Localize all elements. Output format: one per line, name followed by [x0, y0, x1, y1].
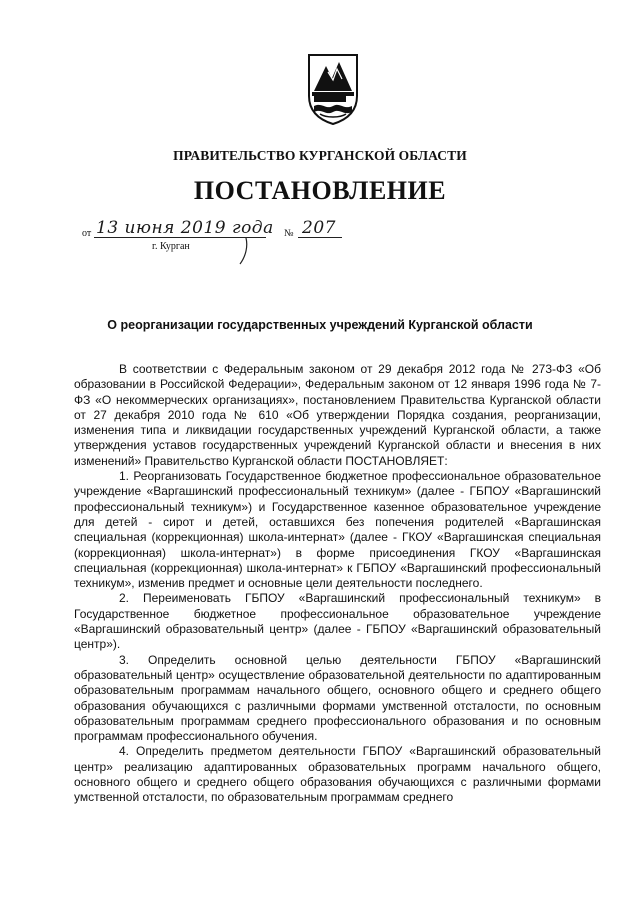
document-type-title: ПОСТАНОВЛЕНИЕ: [193, 176, 447, 205]
document-subject: О реорганизации государственных учреждений Курганской области: [107, 318, 533, 332]
paragraph-3: 3. Определить основной целью деятельности ГБПОУ «Варгашинский образовательный центр» осуществление образовательной деятельности по адаптированным образовательным программам начального общего, основного общего и среднего общего образования обучающихся с различными формами умственной отсталости, по основным образовательным программам среднего профессионального образования и по основным программам профессионального обучения.: [74, 652, 601, 744]
date-prefix: [82, 228, 91, 239]
paragraph-1: 1. Реорганизовать Государственное бюджетное профессиональное образовательное учреждение «Варгашинский профессиональный техникум» (далее - ГБПОУ «Варгашинский профессиональный техникум») и Государственное казенное образовательное учреждение для детей - сирот и детей, оставшихся без попечения родителей «Варгашинская специальная (коррекционная) школа-интернат» (далее - ГКОУ «Варгашинская специальная (коррекционная) школа-интернат») в форме присоединения ГКОУ «Варгашинская специальная (коррекционная) школа-интернат» к ГБПОУ «Варгашинский профессиональный техникум», изменив предмет и основные цели деятельности последнего.: [74, 469, 601, 591]
number-underline: [298, 237, 342, 238]
handwritten-number: 207: [302, 218, 336, 238]
date-prefix-text: от: [82, 228, 92, 239]
document-body: [74, 362, 601, 806]
paragraph-2: 2. Переименовать ГБПОУ «Варгашинский профессиональный техникум» в Государственное бюджетное профессиональное образовательное учреждение «Варгашинский образовательный центр» (далее - ГБПОУ «Варгашинский образовательный центр»).: [74, 591, 601, 652]
government-name: ПРАВИТЕЛЬСТВО КУРГАНСКОЙ ОБЛАСТИ: [173, 148, 467, 163]
handwritten-date: 13 июня 2019 года: [96, 218, 274, 238]
number-sign: [284, 228, 294, 239]
paragraph-4: 4. Определить предметом деятельности ГБПОУ «Варгашинский образовательный центр» реализацию адаптированных образовательных программ начального общего, основного общего и среднего общего образования обучающихся с различными формами умственной отсталости, по образовательным программам среднего: [74, 744, 601, 805]
number-sign-text: №: [284, 228, 294, 239]
kurgan-coat-of-arms-icon: [306, 52, 360, 126]
handwriting-stroke: [236, 236, 252, 266]
city-label: г. Курган: [152, 241, 190, 252]
paragraph-preamble: В соответствии с Федеральным законом от 29 декабря 2012 года № 273-ФЗ «Об образовании в Российской Федерации», Федеральным законом от 12 января 1996 года № 7-ФЗ «О некоммерческих организациях», постановлением Правительства Курганской области от 27 декабря 2010 года № 610 «Об утверждении Порядка создания, реорганизации, изменения типа и ликвидации государственных учреждений Курганской области, а также утверждения уставов государственных учреждений Курганской области и внесения в них изменений» Правительство Курганской области ПОСТАНОВЛЯЕТ:: [74, 362, 601, 468]
